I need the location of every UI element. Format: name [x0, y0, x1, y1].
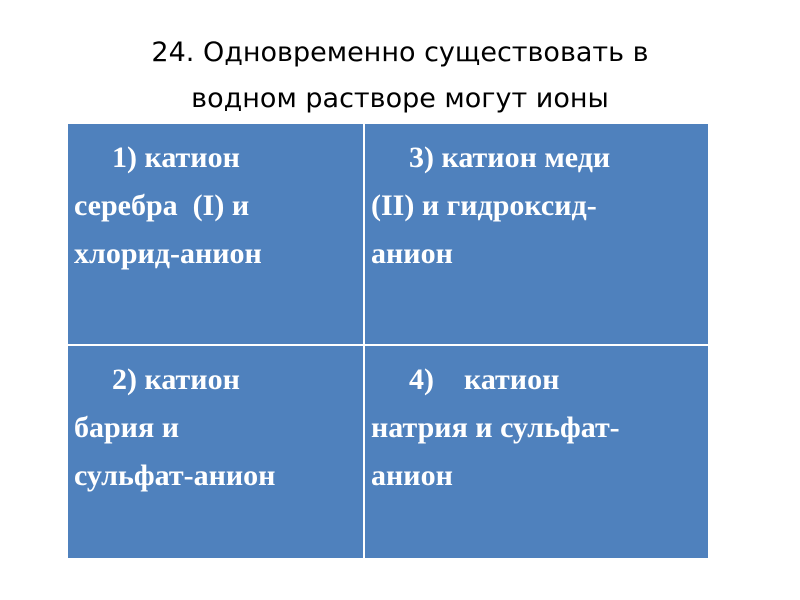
question-title: [60, 30, 740, 122]
answer-options-table: [66, 122, 710, 560]
question-title-line-2: водном растворе могут ионы: [191, 83, 609, 114]
option-1-line-1: 1) катион: [112, 141, 240, 174]
option-2-line-1: 2) катион: [112, 363, 240, 396]
option-1-line-3: хлорид-анион: [74, 237, 262, 270]
option-4-line-3: анион: [371, 459, 453, 492]
option-1-line-2: серебра (I) и: [74, 189, 250, 222]
option-2-cell: [68, 346, 365, 558]
option-2-line-2: бария и: [74, 411, 179, 444]
option-2-line-3: сульфат-анион: [74, 459, 276, 492]
option-4-line-2: натрия и сульфат-: [371, 411, 620, 444]
question-title-line-1: 24. Одновременно существовать в: [151, 37, 649, 68]
option-3-line-3: анион: [371, 237, 453, 270]
option-3-cell: [365, 124, 710, 346]
option-3-line-1: 3) катион меди: [409, 141, 611, 174]
option-4-line-1: 4) катион: [409, 363, 560, 396]
option-3-line-2: (II) и гидроксид-: [371, 189, 597, 222]
option-4-cell: [365, 346, 710, 558]
option-1-cell: [68, 124, 365, 346]
